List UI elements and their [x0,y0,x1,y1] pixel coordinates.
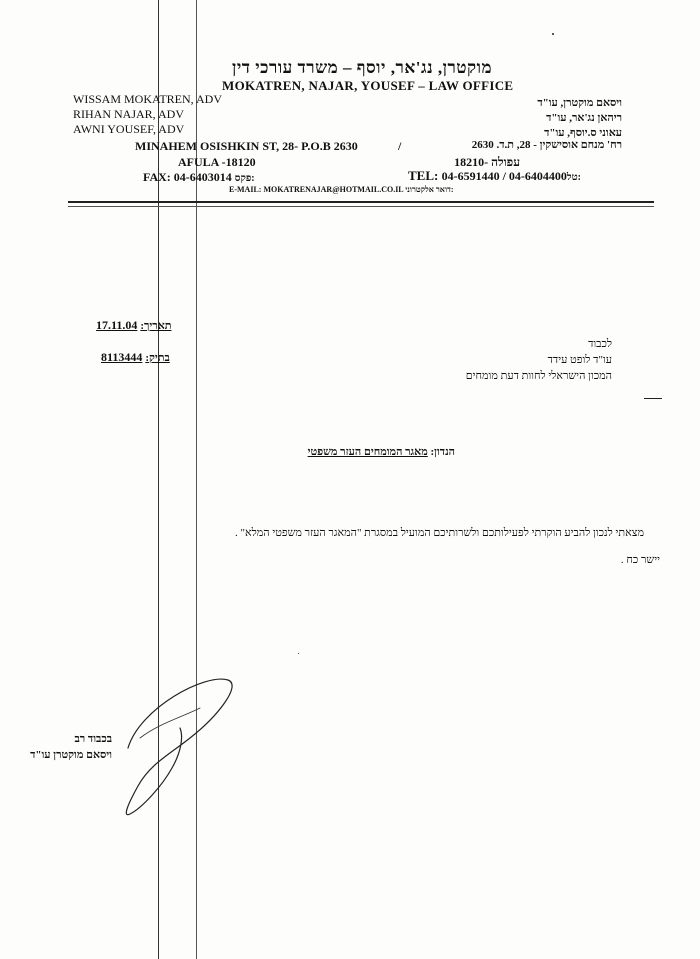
scan-speck [298,653,299,654]
partner-name: WISSAM MOKATREN, ADV [73,92,223,106]
city-hebrew: עפולה -18210 [454,155,520,169]
fax-line [143,170,255,185]
date-row [96,318,171,333]
file-label: בתיק: [145,352,170,364]
partner-name: ריהאן נג'אר, עו"ד [546,112,622,124]
fax-number: 04-6403014 [173,170,232,184]
body-paragraph: מצאתי לנכון להביע הוקרתי לפעילותכם ולשרותיכם המועיל במסגרת "המאגר העזר משפטי המלא" . [235,527,644,539]
recipient-salutation: לכבוד [588,338,612,350]
address-separator: / [398,139,402,153]
recipient-name: עו"ד לופט עידד [547,354,612,366]
tel-numbers: 04-6591440 / 04-6404400 [441,169,567,183]
file-row [101,350,170,365]
subject-line [308,446,455,458]
firm-name-hebrew: מוקטרן, נג'אר, יוסף – משרד עורכי דין [232,58,493,77]
handwritten-signature [110,668,250,828]
partners-english [73,92,222,137]
fax-label-english: FAX: [143,170,171,184]
partner-name: ויסאם מוקטרן, עו"ד [537,97,622,109]
subject-text: מאגר המומחים העזר משפטי [307,446,428,458]
header-rule-thin [68,206,654,207]
firm-name-english: MOKATREN, NAJAR, YOUSEF – LAW OFFICE [222,78,514,93]
partners-hebrew [537,96,622,141]
recipient-divider [644,398,662,399]
tel-label-english: TEL: [408,168,439,183]
email-label-hebrew: :דואר אלקטרוני [405,185,454,194]
signature-greeting: בכבוד רב [74,733,112,745]
signature-name: ויסאם מוקטרן עו"ד [30,749,112,761]
email-address: MOKATRENAJAR@HOTMAIL.CO.IL [263,185,404,194]
file-number: 8113444 [101,350,143,364]
date-label: תאריך: [140,320,172,332]
address-hebrew: רח' מנחם אוסישקין - 28, ת.ד. 2630 [471,139,622,151]
date-value: 17.11.04 [96,318,138,332]
address-english: MINAHEM OSISHKIN ST, 28- P.O.B 2630 [135,139,358,153]
fax-label-hebrew: :פקס [234,173,255,184]
scan-speck [552,33,554,35]
tel-label-hebrew: :טל [566,172,581,183]
subject-label: הנדון: [430,446,455,458]
partner-name: עאוני ס.יוסף, עו"ד [544,127,622,139]
recipient-organization: המכון הישראלי לחוות דעת מומחים [465,370,612,382]
email-label-english: E-MAIL: [229,185,262,194]
partner-name: AWNI YOUSEF, ADV [73,122,185,136]
header-rule-thick [68,201,654,203]
body-closing: יישר כח . [620,554,660,566]
email-line [229,185,454,194]
partner-name: RIHAN NAJAR, ADV [73,107,185,121]
city-english: AFULA -18120 [178,155,256,169]
tel-line [408,168,581,184]
